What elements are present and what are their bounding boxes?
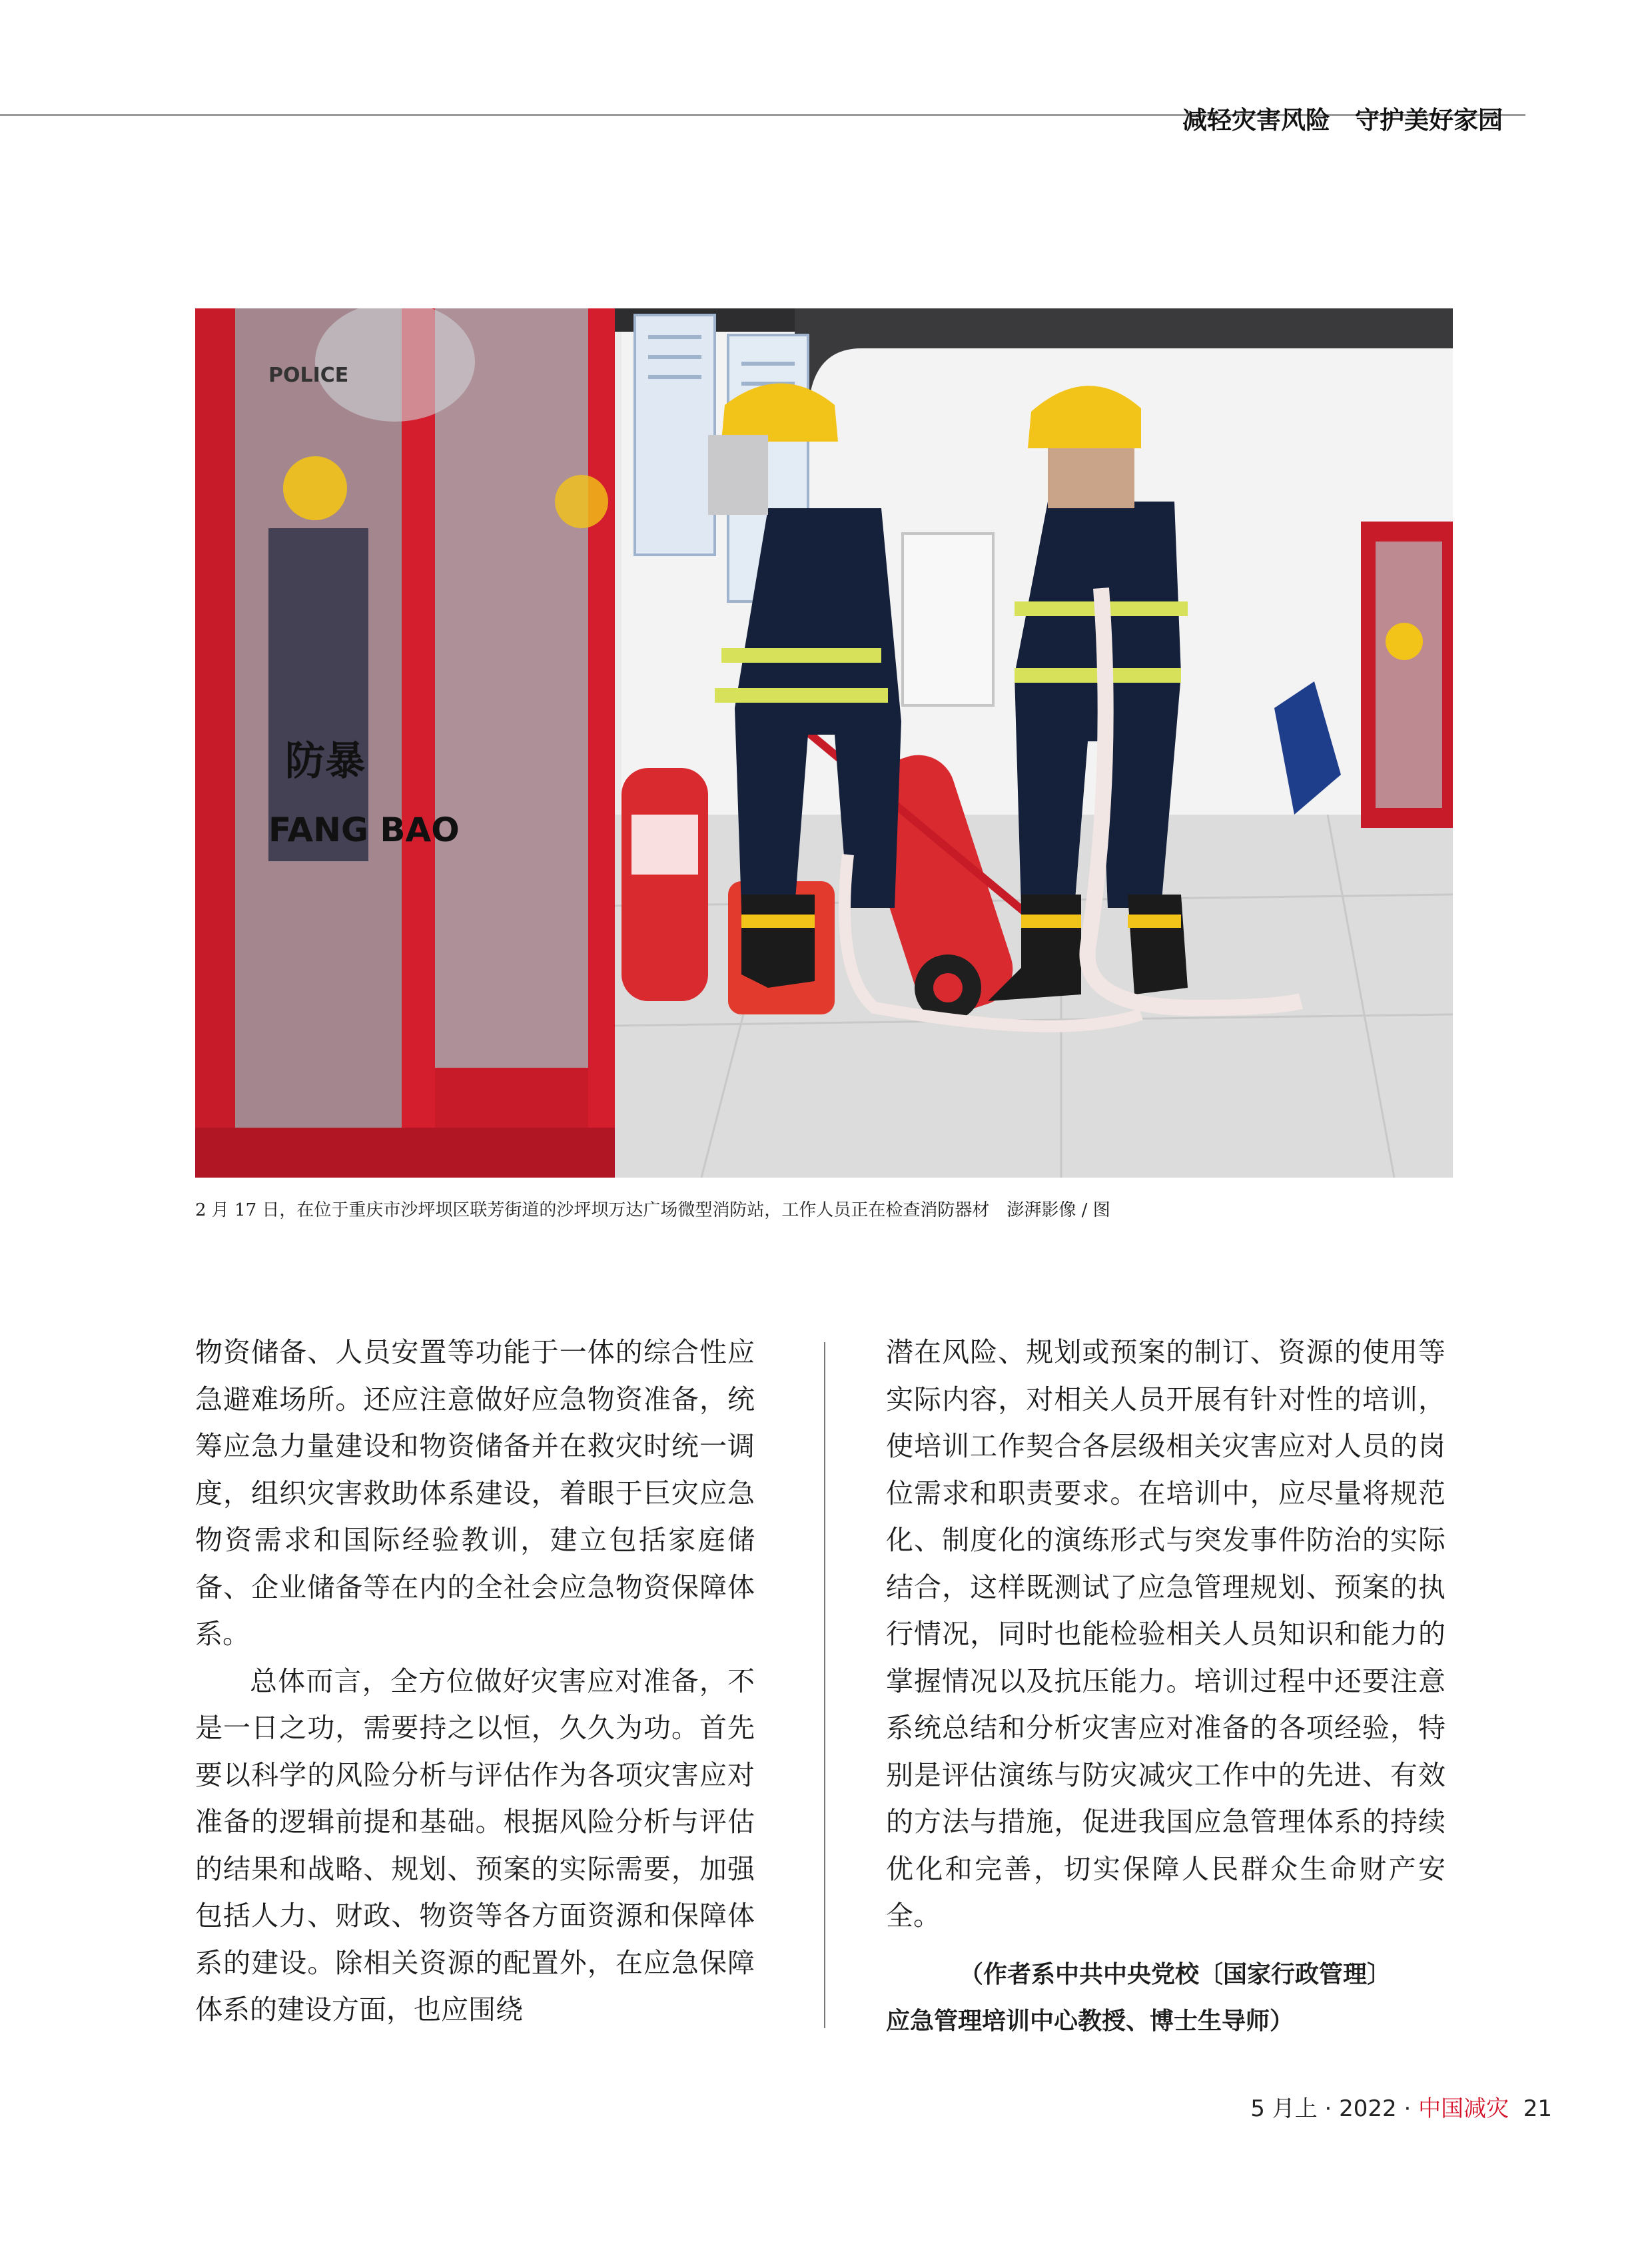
- cabinet-text-fangbao-cn: 防暴: [285, 738, 365, 785]
- right-paragraph-1: 潜在风险、规划或预案的制订、资源的使用等实际内容，对相关人员开展有针对性的培训，使培训工作契合各层级相关灾害应对人员的岗位需求和职责要求。在培训中，应尽量将规范化、制度化的演练形式与突发事件防治的实际结合，这样既测试了应急管理规划、预案的执行情况，同时也能检验相关人员知识和能力的掌握情况以及抗压能力。培训过程中还要注意系统总结和分析灾害应对准备的各项经验，特别是评估演练与防灾减灾工作中的先进、有效的方法与措施，促进我国应急管理体系的持续优化和完善，切实保障人民群众生命财产安全。: [886, 1336, 1446, 1932]
- author-note: [886, 1952, 1485, 2045]
- cabinet-text-police: POLICE: [268, 364, 349, 387]
- photo-caption: 2 月 17 日，在位于重庆市沙坪坝区联芳街道的沙坪坝万达广场微型消防站，工作人员正在检查消防器材 澎湃影像 / 图: [195, 1200, 1110, 1220]
- body-column-left: [195, 1329, 755, 2034]
- running-header-title: 减轻灾害风险 守护美好家园: [1182, 106, 1503, 135]
- cabinet-text-fangbao-en: FANG BAO: [268, 811, 460, 849]
- author-note-line-1: （作者系中共中央党校〔国家行政管理〕: [959, 1961, 1392, 1988]
- author-note-line-2: 应急管理培训中心教授、博士生导师）: [886, 2008, 1294, 2035]
- footer-magazine-name: 中国减灾: [1418, 2095, 1509, 2122]
- page-footer: [1250, 2090, 1552, 2123]
- left-paragraph-1: 物资储备、人员安置等功能于一体的综合性应急避难场所。还应注意做好应急物资准备，统筹应急力量建设和物资储备并在救灾时统一调度，组织灾害救助体系建设，着眼于巨灾应急物资需求和国际经验教训，建立包括家庭储备、企业储备等在内的全社会应急物资保障体系。: [195, 1336, 755, 1650]
- footer-page-number: 21: [1523, 2095, 1552, 2122]
- left-paragraph-2: 总体而言，全方位做好灾害应对准备，不是一日之功，需要持之以恒，久久为功。首先要以科学的风险分析与评估作为各项灾害应对准备的逻辑前提和基础。根据风险分析与评估的结果和战略、规划、预案的实际需要，加强包括人力、财政、物资等各方面资源和保障体系的建设。除相关资源的配置外，在应急保障体系的建设方面，也应围绕: [195, 1665, 755, 2026]
- column-divider: [824, 1342, 825, 2028]
- photo-firefighters-inspecting-equipment: [195, 308, 1453, 1178]
- footer-issue: 5 月上 · 2022 ·: [1250, 2095, 1419, 2122]
- body-column-right: [886, 1329, 1446, 1940]
